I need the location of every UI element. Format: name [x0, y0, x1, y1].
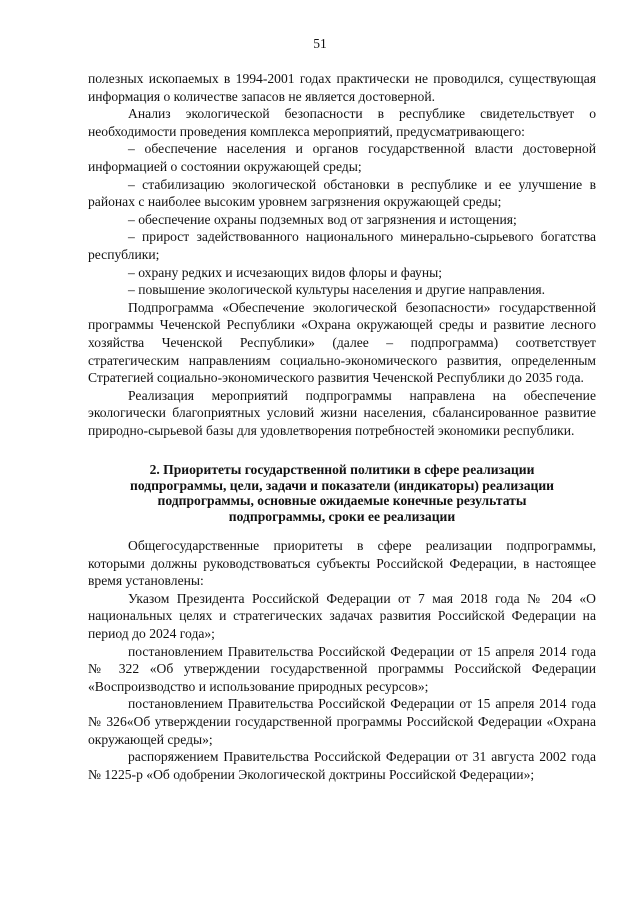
paragraph: Реализация мероприятий подпрограммы направлена на обеспечение экологически благоприятных условий жизни населения, сбалансированное развитие природно-сырьевой базы для удовлетворения потребностей экономики республики. [88, 387, 596, 438]
paragraph: постановлением Правительства Российской Федерации от 15 апреля 2014 года № 322 «Об утверждении государственной программы Российской Федерации «Воспроизводство и использование природных ресурсов»; [88, 643, 596, 694]
paragraph: – повышение экологической культуры населения и другие направления. [128, 282, 546, 298]
paragraph: – стабилизацию экологической обстановки в республике и ее улучшение в районах с наиболее высоким уровнем загрязнения окружающей среды; [88, 176, 596, 210]
section-heading [88, 462, 596, 524]
paragraph: – охрану редких и исчезающих видов флоры и фауны; [128, 264, 443, 280]
paragraph: Подпрограмма «Обеспечение экологической безопасности» государственной программы Чеченской Республики «Охрана окружающей среды и развитие лесного хозяйства Чеченской Республики» (далее – подпрограмма) соответствует стратегическим направлениям социально-экономического развития, определенным Стратегией социально-экономического развития Чеченской Республики до 2035 года. [88, 299, 596, 386]
paragraphs-before-heading [88, 70, 596, 439]
section-heading-line: подпрограммы, сроки ее реализации [228, 508, 456, 524]
paragraph: Анализ экологической безопасности в республике свидетельствует о необходимости проведения комплекса мероприятий, предусматривающего: [88, 106, 596, 139]
paragraph: постановлением Правительства Российской Федерации от 15 апреля 2014 года № 326«Об утверждении государственной программы Российской Федерации «Охрана окружающей среды»; [88, 696, 596, 747]
section-heading-line: подпрограммы, основные ожидаемые конечные результаты [157, 493, 527, 509]
paragraph: – обеспечение охраны подземных вод от загрязнения и истощения; [128, 211, 517, 227]
paragraph: Общегосударственные приоритеты в сфере реализации подпрограммы, которыми должны руководствоваться субъекты Российской Федерации, в настоящее время установлены: [88, 538, 596, 589]
section-heading-line: подпрограммы, цели, задачи и показатели (индикаторы) реализации [129, 477, 555, 493]
paragraph: Указом Президента Российской Федерации от 7 мая 2018 года № 204 «О национальных целях и стратегических задачах развития Российской Федерации на период до 2024 года»; [88, 590, 596, 642]
paragraph: – обеспечение населения и органов государственной власти достоверной информацией о состоянии окружающей среды; [88, 141, 596, 174]
paragraphs-after-heading [88, 537, 596, 783]
paragraph: – прирост задействованного национального минерально-сырьевого богатства республики; [88, 229, 596, 262]
document-body [88, 70, 596, 783]
section-heading-line: 2. Приоритеты государственной политики в сфере реализации [149, 462, 535, 478]
paragraph: полезных ископаемых в 1994-2001 годах практически не проводился, существующая информация о количестве запасов не является достоверной. [88, 71, 596, 104]
paragraph: распоряжением Правительства Российской Федерации от 31 августа 2002 года № 1225-р «Об одобрении Экологической доктрины Российской Федерации»; [88, 749, 596, 782]
page-number: 51 [313, 36, 327, 51]
